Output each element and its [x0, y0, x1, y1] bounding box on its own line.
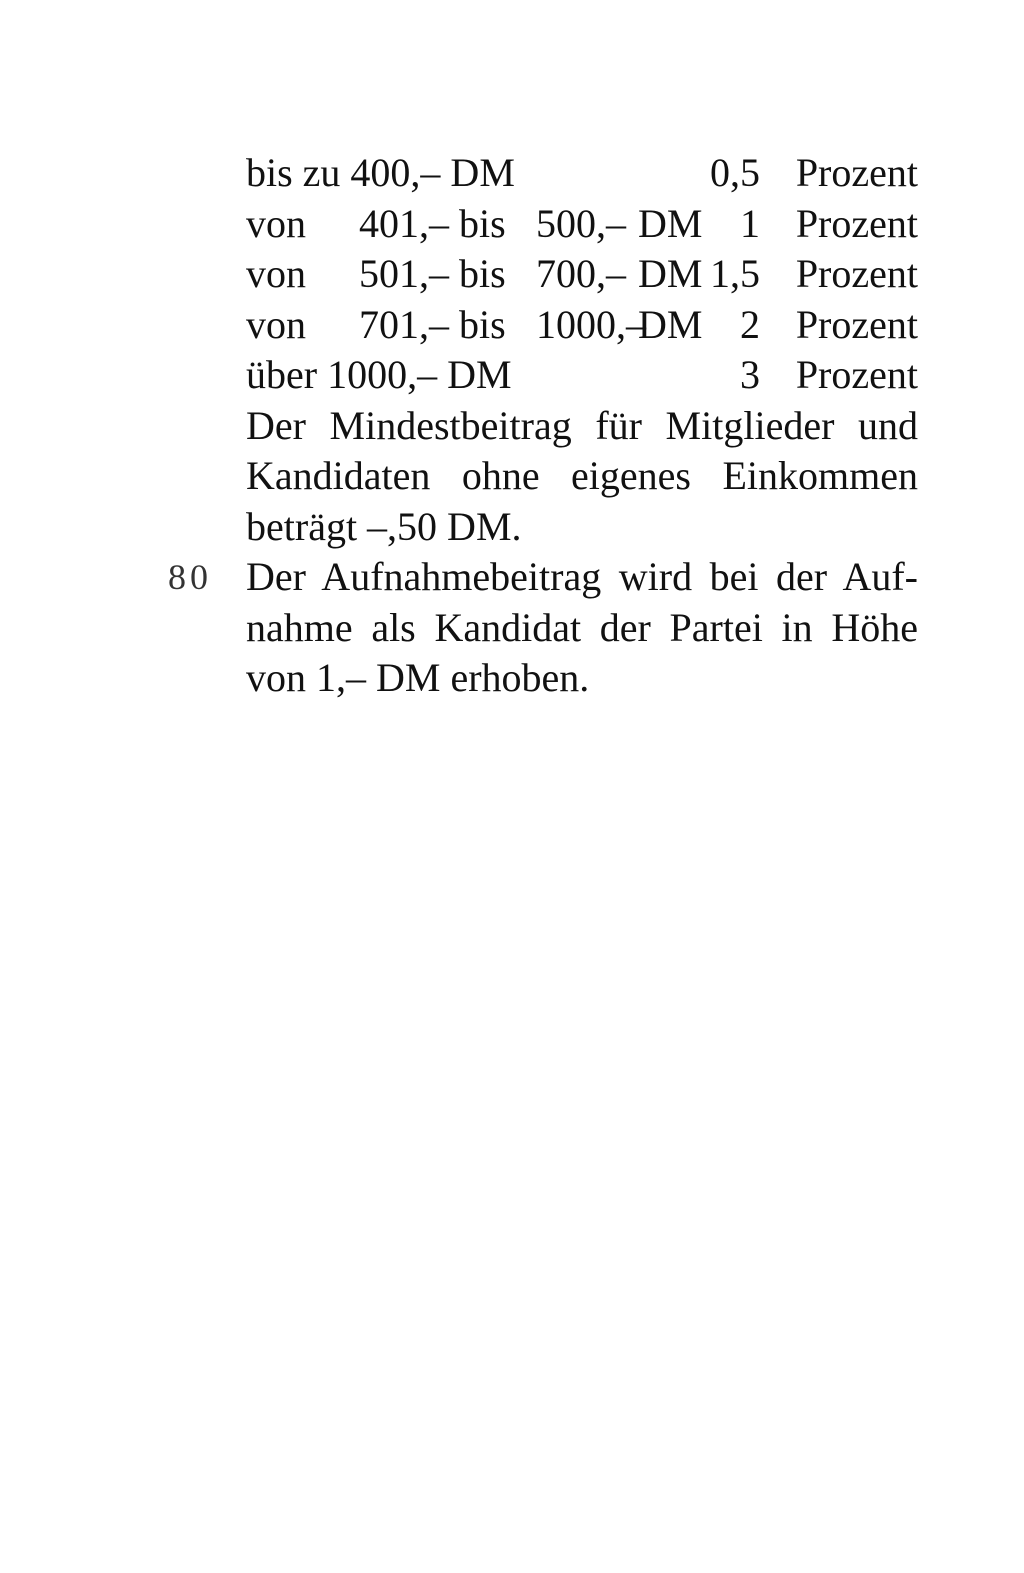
section-80	[168, 552, 918, 704]
rate-unit: Prozent	[795, 301, 918, 347]
rate-unit: Prozent	[795, 251, 918, 296]
rate-value: 2	[740, 301, 760, 347]
rate-value: 3	[740, 352, 760, 397]
rate-value: 0,5	[710, 150, 760, 195]
rate-amount-from: 401,–	[359, 200, 449, 246]
minimum-contribution-paragraph	[246, 401, 918, 553]
rate-row	[246, 300, 918, 351]
rate-from-word: von	[246, 251, 306, 296]
rate-row	[246, 148, 918, 199]
rate-row	[246, 350, 918, 401]
rate-currency: DM	[638, 200, 703, 246]
paragraph-line: Der Mindestbeitrag für Mitglieder und	[246, 402, 918, 448]
rate-amount-to: 1000,–	[536, 301, 646, 347]
rate-currency: DM	[638, 251, 703, 296]
rate-amount-from: 701,–	[359, 301, 449, 347]
section-number: 80	[168, 557, 212, 597]
rate-from-word: von	[246, 301, 306, 347]
paragraph-line: beträgt –,50 DM.	[246, 503, 522, 549]
rate-row	[246, 249, 918, 300]
rate-bis-word: bis	[459, 200, 506, 246]
text-block	[168, 148, 918, 704]
rate-unit: Prozent	[795, 150, 918, 195]
rate-range: über 1000,– DM	[246, 352, 512, 397]
rate-bis-word: bis	[459, 251, 506, 296]
paragraph-line: Der Aufnahmebeitrag wird bei der Auf-	[246, 554, 918, 599]
paragraph-line: nahme als Kandidat der Partei in Höhe	[246, 604, 918, 650]
rate-amount-to: 700,–	[536, 251, 626, 296]
rate-value: 1	[740, 200, 760, 246]
rate-unit: Prozent	[795, 200, 918, 246]
rate-amount-from: 501,–	[359, 251, 449, 296]
rate-bis-word: bis	[459, 301, 506, 347]
rate-from-word: von	[246, 200, 306, 246]
rate-amount-to: 500,–	[536, 200, 626, 246]
rate-range: bis zu 400,– DM	[246, 150, 515, 195]
rate-unit: Prozent	[795, 352, 918, 397]
contribution-rate-table	[246, 148, 918, 401]
paragraph-line: von 1,– DM erhoben.	[246, 655, 590, 700]
rate-row	[246, 199, 918, 250]
rate-currency: DM	[638, 301, 703, 347]
paragraph-line: Kandidaten ohne eigenes Einkommen	[246, 453, 918, 498]
rate-value: 1,5	[710, 251, 760, 296]
